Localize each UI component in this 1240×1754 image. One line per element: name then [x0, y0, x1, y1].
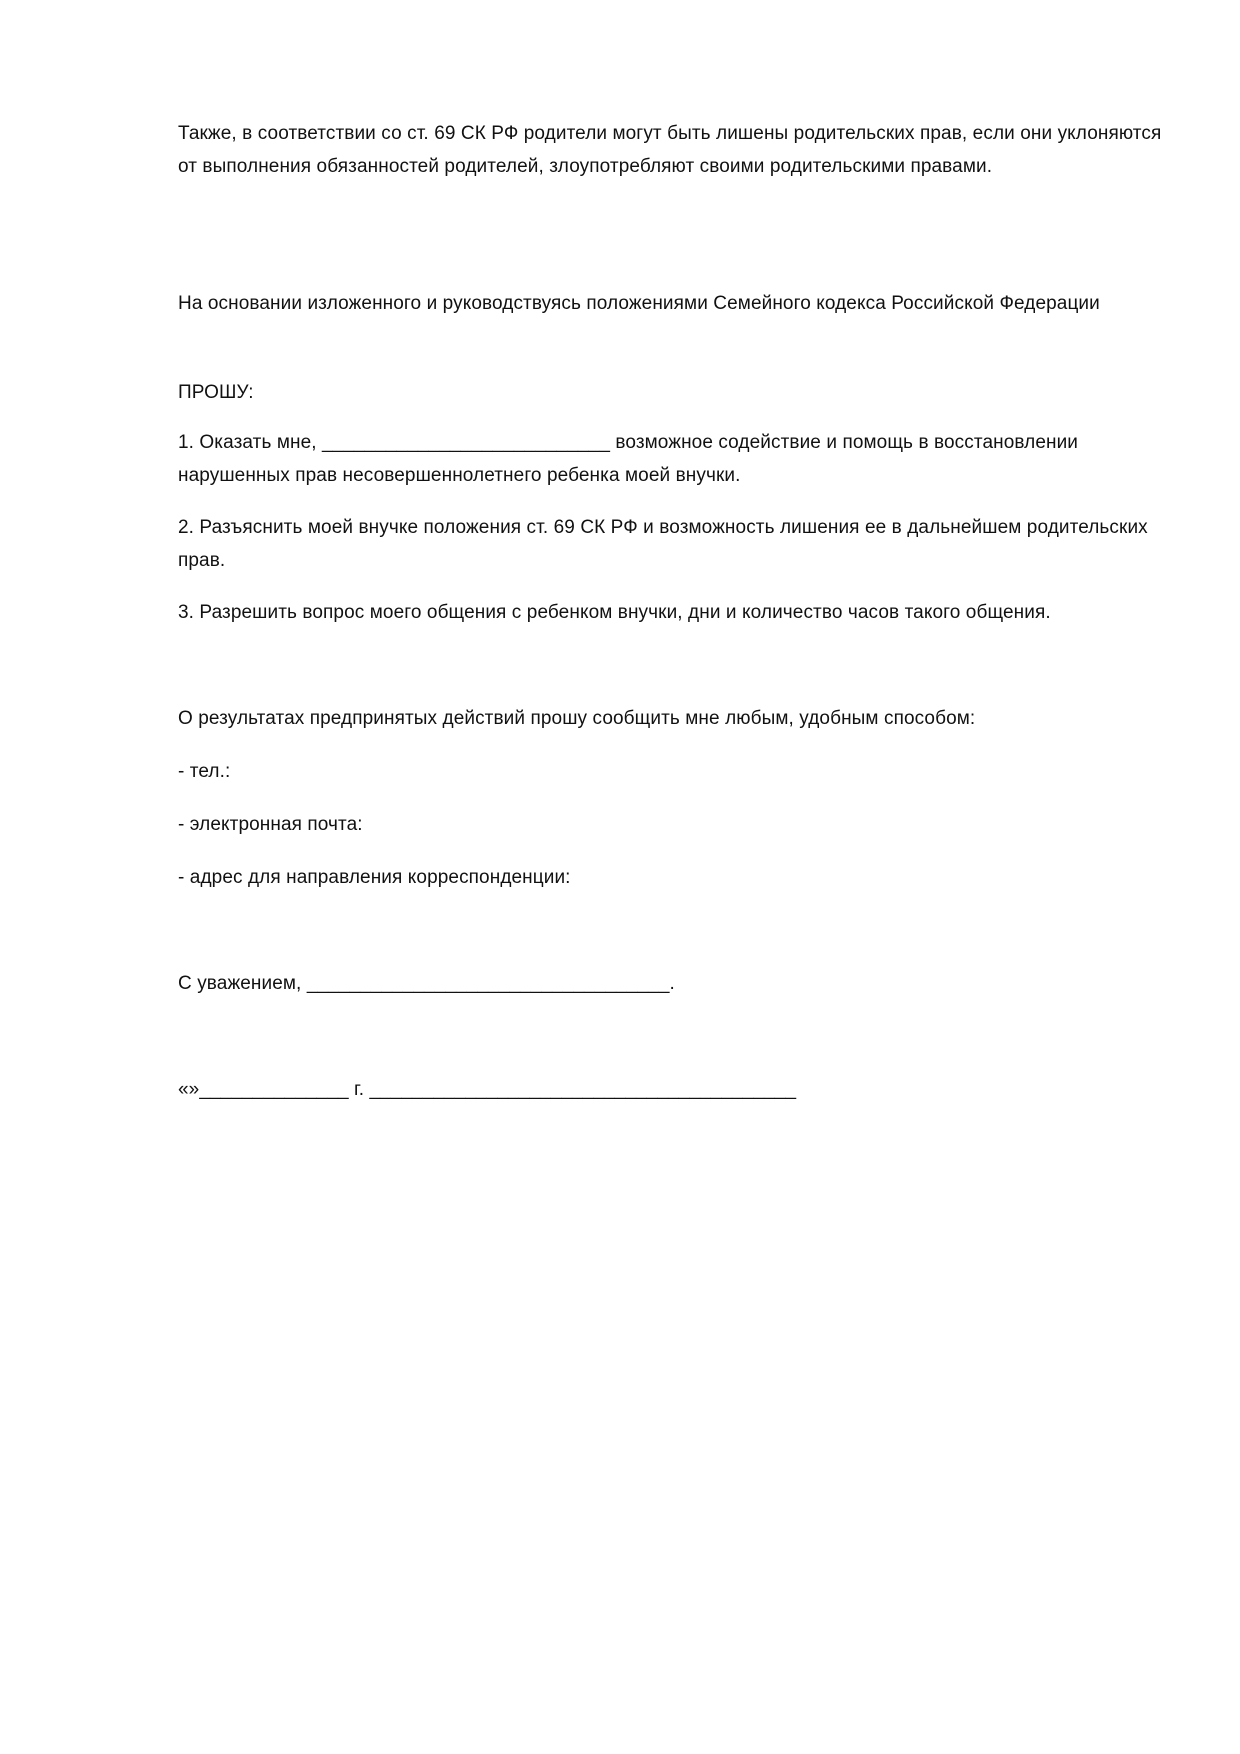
contact-email: - электронная почта:: [178, 814, 363, 835]
request-heading: ПРОШУ:: [178, 382, 254, 403]
paragraph-basis: На основании изложенного и руководствуясь положениями Семейного кодекса Российской Федерации: [178, 293, 1100, 314]
results-request: О результатах предпринятых действий прошу сообщить мне любым, удобным способом:: [178, 708, 976, 729]
paragraph-rights: Также, в соответствии со ст. 69 СК РФ родители могут быть лишены родительских прав, если они уклоняются от выполнения обязанностей родителей, злоупотребляют своими родительскими правами.: [178, 123, 1167, 177]
contact-address: - адрес для направления корреспонденции:: [178, 867, 571, 888]
request-item-2: 2. Разъяснить моей внучке положения ст. 69 СК РФ и возможность лишения ее в дальнейшем родительских прав.: [178, 517, 1154, 571]
contact-phone: - тел.:: [178, 761, 231, 782]
request-item-1: 1. Оказать мне, ___________________________ возможное содействие и помощь в восстановлении нарушенных прав несовершеннолетнего ребенка моей внучки.: [178, 432, 1084, 486]
request-item-3: 3. Разрешить вопрос моего общения с ребенком внучки, дни и количество часов такого общения.: [178, 602, 1051, 623]
date-line: «»______________ г. ________________________________________: [178, 1079, 797, 1100]
closing-signature-line: С уважением, __________________________________.: [178, 973, 675, 994]
